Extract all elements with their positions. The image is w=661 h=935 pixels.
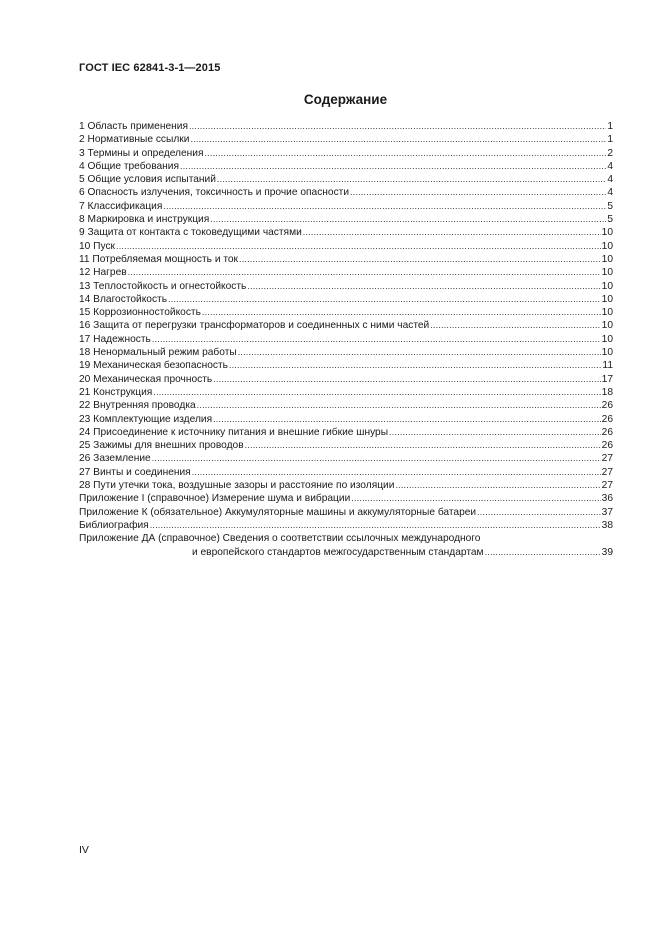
toc-entry-text: 21 Конструкция — [79, 386, 153, 398]
toc-entry-text: 17 Надежность — [79, 333, 151, 345]
leader-dots — [213, 413, 601, 426]
toc-entry-text: 10 Пуск — [79, 240, 116, 252]
toc-entry-page: 2 — [607, 147, 613, 159]
toc-entry-page: 38 — [601, 519, 613, 531]
toc-entry-text: 15 Коррозионностойкость — [79, 307, 201, 319]
toc-entry[interactable] — [79, 386, 613, 399]
toc-entry-text: Приложение I (справочное) Измерение шума и вибрации — [79, 493, 351, 505]
toc-entry-text: 12 Нагрев — [79, 267, 127, 279]
page-number: IV — [79, 844, 89, 856]
toc-entry-annex-da-line2[interactable] — [79, 546, 613, 559]
toc-entry-text: 3 Термины и определения — [79, 147, 204, 159]
toc-entry-text: 14 Влагостойкость — [79, 293, 168, 305]
toc-entry-page: 4 — [607, 160, 613, 172]
toc-entry-page: 27 — [601, 466, 613, 478]
leader-dots — [430, 319, 600, 332]
toc-entry-page: 4 — [607, 187, 613, 199]
toc-entry-page: 26 — [601, 413, 613, 425]
leader-dots — [303, 226, 601, 239]
toc-entry[interactable] — [79, 333, 613, 346]
toc-entry-text: 24 Присоединение к источнику питания и внешние гибкие шнуры — [79, 426, 389, 438]
toc-entry[interactable] — [79, 173, 613, 186]
toc-entry-text: 1 Область применения — [79, 121, 188, 132]
leader-dots — [116, 240, 601, 253]
leader-dots — [152, 333, 601, 346]
toc-title: Содержание — [303, 92, 388, 107]
leader-dots — [202, 306, 601, 319]
toc-entry-text: 25 Зажимы для внешних проводов — [79, 440, 244, 452]
toc-entry-page: 10 — [601, 240, 613, 252]
toc-entry-annex-da-line1[interactable] — [79, 532, 613, 545]
toc-entry-page: 10 — [601, 253, 613, 265]
toc-entry-text: и европейского стандартов межгосударственным стандартам — [192, 546, 484, 558]
toc-entry-page: 5 — [607, 214, 613, 226]
toc-entry-page: 1 — [607, 134, 613, 146]
toc-entry-text: 13 Теплостойкость и огнестойкость — [79, 280, 247, 292]
toc-entry[interactable] — [79, 506, 613, 519]
toc-entry[interactable] — [79, 479, 613, 492]
toc-entry-page: 39 — [601, 546, 613, 558]
leader-dots — [477, 506, 601, 519]
leader-dots — [213, 373, 600, 386]
leader-dots — [152, 452, 601, 465]
toc-entry-page: 10 — [601, 227, 613, 239]
toc-entry-text: 23 Комплектующие изделия — [79, 413, 213, 425]
toc-entry-page: 26 — [601, 440, 613, 452]
toc-entry[interactable] — [79, 519, 613, 532]
leader-dots — [247, 280, 600, 293]
toc-entry-page: 26 — [601, 400, 613, 412]
toc-entry[interactable] — [79, 492, 613, 505]
toc-entry[interactable] — [79, 240, 613, 253]
toc-entry[interactable] — [79, 293, 613, 306]
toc-entry[interactable] — [79, 280, 613, 293]
leader-dots — [192, 466, 601, 479]
toc-entry-text: 19 Механическая безопасность — [79, 360, 228, 372]
toc-entry[interactable] — [79, 253, 613, 266]
leader-dots — [210, 213, 606, 226]
leader-dots — [153, 386, 600, 399]
toc-entry[interactable] — [79, 319, 613, 332]
leader-dots — [351, 492, 600, 505]
toc-entry[interactable] — [79, 120, 613, 133]
toc-entry-page: 37 — [601, 506, 613, 518]
toc-entry-page: 4 — [607, 174, 613, 186]
toc-entry-text: 22 Внутренняя проводка — [79, 400, 196, 412]
toc-entry-text: 16 Защита от перегрузки трансформаторов и соединенных с ними частей — [79, 320, 430, 332]
leader-dots — [204, 147, 606, 160]
toc-entry-text: 9 Защита от контакта с токоведущими частями — [79, 227, 302, 239]
toc-entry-text: 27 Винты и соединения — [79, 466, 191, 478]
toc-entry[interactable] — [79, 452, 613, 465]
toc-entry[interactable] — [79, 226, 613, 239]
toc-entry-page: 10 — [601, 347, 613, 359]
toc-entry[interactable] — [79, 359, 613, 372]
leader-dots — [168, 293, 601, 306]
leader-dots — [239, 253, 601, 266]
toc-entry-text: 4 Общие требования — [79, 160, 180, 172]
toc-entry-page: 27 — [601, 453, 613, 465]
toc-entry[interactable] — [79, 413, 613, 426]
toc-entry[interactable] — [79, 439, 613, 452]
toc-entry-text: 2 Нормативные ссылки — [79, 134, 190, 146]
toc-entry-text: Приложение К (обязательное) Аккумуляторные машины и аккумуляторные батареи — [79, 506, 477, 518]
toc-entry-text: 6 Опасность излучения, токсичность и прочие опасности — [79, 187, 350, 199]
toc-entry[interactable] — [79, 200, 613, 213]
toc-entry[interactable] — [79, 466, 613, 479]
leader-dots — [189, 120, 606, 133]
toc-entry-page: 10 — [601, 267, 613, 279]
toc-entry[interactable] — [79, 373, 613, 386]
leader-dots — [238, 346, 601, 359]
toc-entry-page: 10 — [601, 280, 613, 292]
toc-entry-page: 10 — [601, 333, 613, 345]
toc-entry[interactable] — [79, 426, 613, 439]
toc-entry-page: 5 — [607, 200, 613, 212]
leader-dots — [163, 200, 606, 213]
toc-entry[interactable] — [79, 346, 613, 359]
toc-entry-text: 18 Ненормальный режим работы — [79, 347, 237, 359]
leader-dots — [150, 519, 601, 532]
leader-dots — [217, 173, 606, 186]
toc-entry[interactable] — [79, 266, 613, 279]
toc-entry-page: 10 — [601, 307, 613, 319]
toc-entry-text: 20 Механическая прочность — [79, 373, 213, 385]
toc-entry-page: 1 — [607, 121, 613, 132]
leader-dots — [395, 479, 600, 492]
leader-dots — [350, 186, 606, 199]
toc-entry[interactable] — [79, 186, 613, 199]
toc-entry-page: 36 — [601, 493, 613, 505]
leader-dots — [485, 546, 601, 559]
leader-dots — [190, 133, 606, 146]
toc-entry[interactable] — [79, 133, 613, 146]
toc-entry[interactable] — [79, 306, 613, 319]
toc-entry-page: 10 — [601, 320, 613, 332]
document-header: ГОСТ IEC 62841-3-1—2015 — [79, 62, 221, 74]
leader-dots — [180, 160, 606, 173]
toc-entry[interactable] — [79, 147, 613, 160]
toc-entry-text: Приложение ДА (справочное) Сведения о соответствии ссылочных международного — [79, 533, 481, 545]
toc-entry-page: 11 — [602, 360, 613, 372]
toc-entry-text: 11 Потребляемая мощность и ток — [79, 253, 239, 265]
toc-entry[interactable] — [79, 213, 613, 226]
toc-entry-text: 5 Общие условия испытаний — [79, 174, 216, 186]
leader-dots — [389, 426, 601, 439]
toc-entry-text: 26 Заземление — [79, 453, 151, 465]
toc-entry-page: 26 — [601, 426, 613, 438]
leader-dots — [245, 439, 601, 452]
toc-entry-page: 10 — [601, 293, 613, 305]
toc-entry-page: 27 — [601, 480, 613, 492]
leader-dots — [128, 266, 601, 279]
toc-entry-text: 7 Классификация — [79, 200, 163, 212]
table-of-contents — [79, 120, 613, 559]
toc-entry-text: Библиография — [79, 519, 149, 531]
toc-entry-text: 8 Маркировка и инструкция — [79, 214, 210, 226]
toc-entry-page: 18 — [601, 386, 613, 398]
toc-entry-page: 17 — [601, 373, 613, 385]
leader-dots — [229, 359, 601, 372]
toc-entry[interactable] — [79, 399, 613, 412]
toc-entry-text: 28 Пути утечки тока, воздушные зазоры и расстояние по изоляции — [79, 480, 395, 492]
toc-entry[interactable] — [79, 160, 613, 173]
leader-dots — [197, 399, 601, 412]
